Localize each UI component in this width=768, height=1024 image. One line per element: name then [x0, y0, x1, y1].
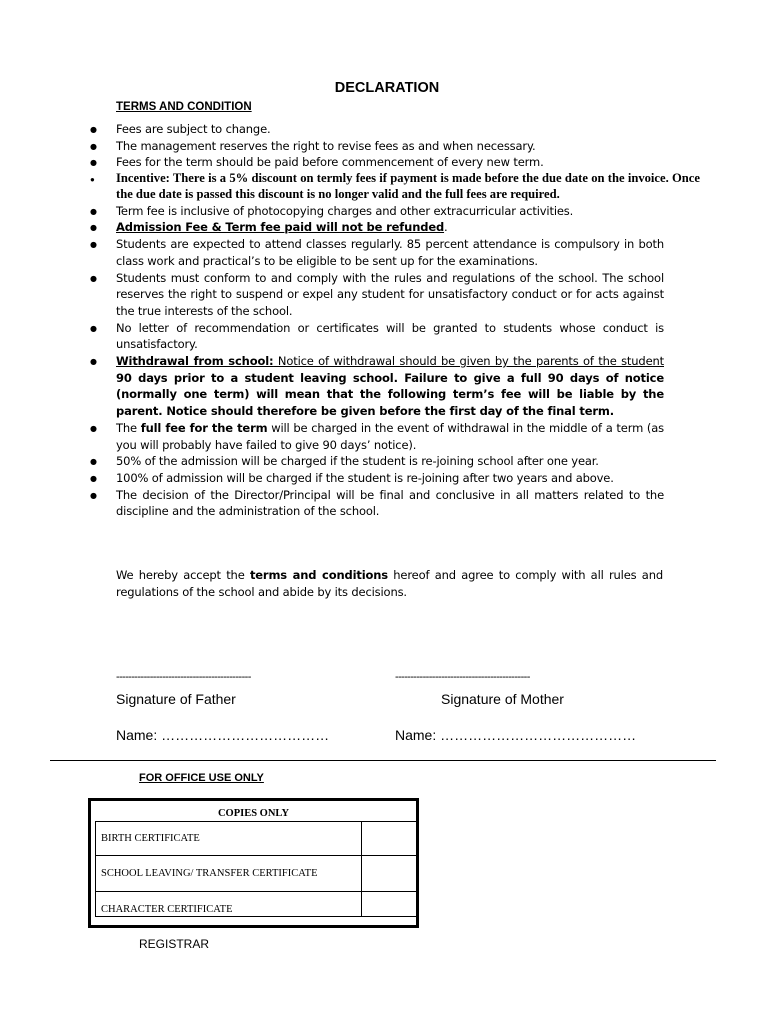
term-item — [90, 203, 664, 220]
term-text: The management reserves the right to revise fees as and when necessary. — [116, 138, 536, 153]
term-text: 100% of admission will be charged if the student is re-joining after two years and above. — [116, 470, 614, 485]
table-row — [96, 822, 417, 856]
term-item — [90, 154, 664, 171]
term-item-refund — [90, 219, 664, 236]
certificates-table — [95, 821, 417, 917]
term-text: 90 days prior to a student leaving school. Failure to give a full 90 days of notice (normally one term) will mean that the following term’s fee will be liable by the parent. — [116, 370, 664, 419]
terms-heading: TERMS AND CONDITION — [116, 101, 252, 113]
father-signature-line: -------------------------------------------- — [116, 671, 251, 683]
acceptance-statement — [116, 567, 663, 600]
term-text: Students must conform to and comply with the rules and regulations of the school. The school reserves the right to suspend or expel any student for unsatisfactory conduct or for acts against the true interests of the school. — [116, 270, 664, 318]
term-text: Fees for the term should be paid before commencement of every new term. — [116, 155, 544, 170]
term-text: 50% of the admission will be charged if the student is re-joining school after one year. — [116, 454, 599, 469]
term-text: The — [116, 420, 141, 435]
acceptance-text-bold: terms and conditions — [249, 568, 388, 582]
term-text: Students are expected to attend classes regularly. 85 percent attendance is compulsory in both class work and practical’s to be eligible to be sent up for the examinations. — [116, 237, 664, 268]
office-use-heading: FOR OFFICE USE ONLY — [139, 772, 264, 784]
term-item — [90, 236, 664, 269]
term-item-incentive — [90, 171, 700, 203]
copies-box — [88, 798, 419, 928]
page-title: DECLARATION — [334, 80, 440, 96]
term-item — [90, 138, 664, 155]
table-row — [96, 892, 417, 917]
terms-list — [90, 121, 700, 520]
certificate-checkbox — [362, 892, 417, 917]
term-item — [90, 320, 664, 353]
term-item — [90, 420, 664, 453]
father-name-field: Name: ……………………………… — [116, 727, 330, 743]
term-text: . — [444, 220, 448, 235]
mother-signature-line: -------------------------------------------- — [395, 671, 530, 683]
divider — [50, 760, 716, 761]
mother-signature-label: Signature of Mother — [441, 691, 564, 707]
term-text: Withdrawal from school: — [116, 354, 274, 369]
mother-name-field: Name: …………………………………… — [395, 727, 637, 743]
term-text: Notice should therefore be given before the first day of the final term. — [162, 404, 614, 419]
table-row — [96, 856, 417, 892]
acceptance-text: We hereby accept the — [116, 568, 250, 582]
registrar-label: REGISTRAR — [139, 937, 210, 951]
term-text: Fees are subject to change. — [116, 122, 271, 136]
certificate-checkbox — [362, 856, 417, 892]
acceptance-text: hereof and agree to comply with all rules and regulations of the school and abide by its decisions. — [116, 568, 663, 599]
term-item — [90, 121, 664, 138]
term-text: Admission Fee & Term fee paid will not be refunded — [116, 220, 445, 235]
term-item — [90, 270, 664, 320]
term-item — [90, 487, 664, 520]
certificate-name: CHARACTER CERTIFICATE — [96, 892, 362, 917]
term-text: Notice of withdrawal should be given by the parents of the student — [273, 354, 664, 369]
certificate-checkbox — [362, 822, 417, 856]
term-text: Incentive: There is a 5% discount on termly fees if payment is made before the due date on the invoice. Once the due date is passed this discount is no longer valid and the full fees are required. — [116, 171, 700, 201]
term-item — [90, 470, 664, 487]
term-text: The decision of the Director/Principal will be final and conclusive in all matters related to the discipline and the administration of the school. — [116, 487, 664, 519]
certificate-name: BIRTH CERTIFICATE — [96, 822, 362, 856]
term-text: No letter of recommendation or certificates will be granted to students whose conduct is unsatisfactory. — [116, 320, 664, 352]
term-item-withdrawal — [90, 353, 664, 420]
certificate-name: SCHOOL LEAVING/ TRANSFER CERTIFICATE — [96, 856, 362, 892]
term-text: full fee for the term — [140, 420, 268, 435]
term-text: will be charged in the event of withdrawal in the middle of a term (as you will probably have failed to give 90 days’ notice). — [116, 420, 664, 452]
copies-box-title: COPIES ONLY — [217, 808, 290, 819]
father-signature-label: Signature of Father — [116, 691, 236, 707]
term-text: Term fee is inclusive of photocopying charges and other extracurricular activities. — [116, 203, 574, 218]
term-item — [90, 453, 664, 470]
